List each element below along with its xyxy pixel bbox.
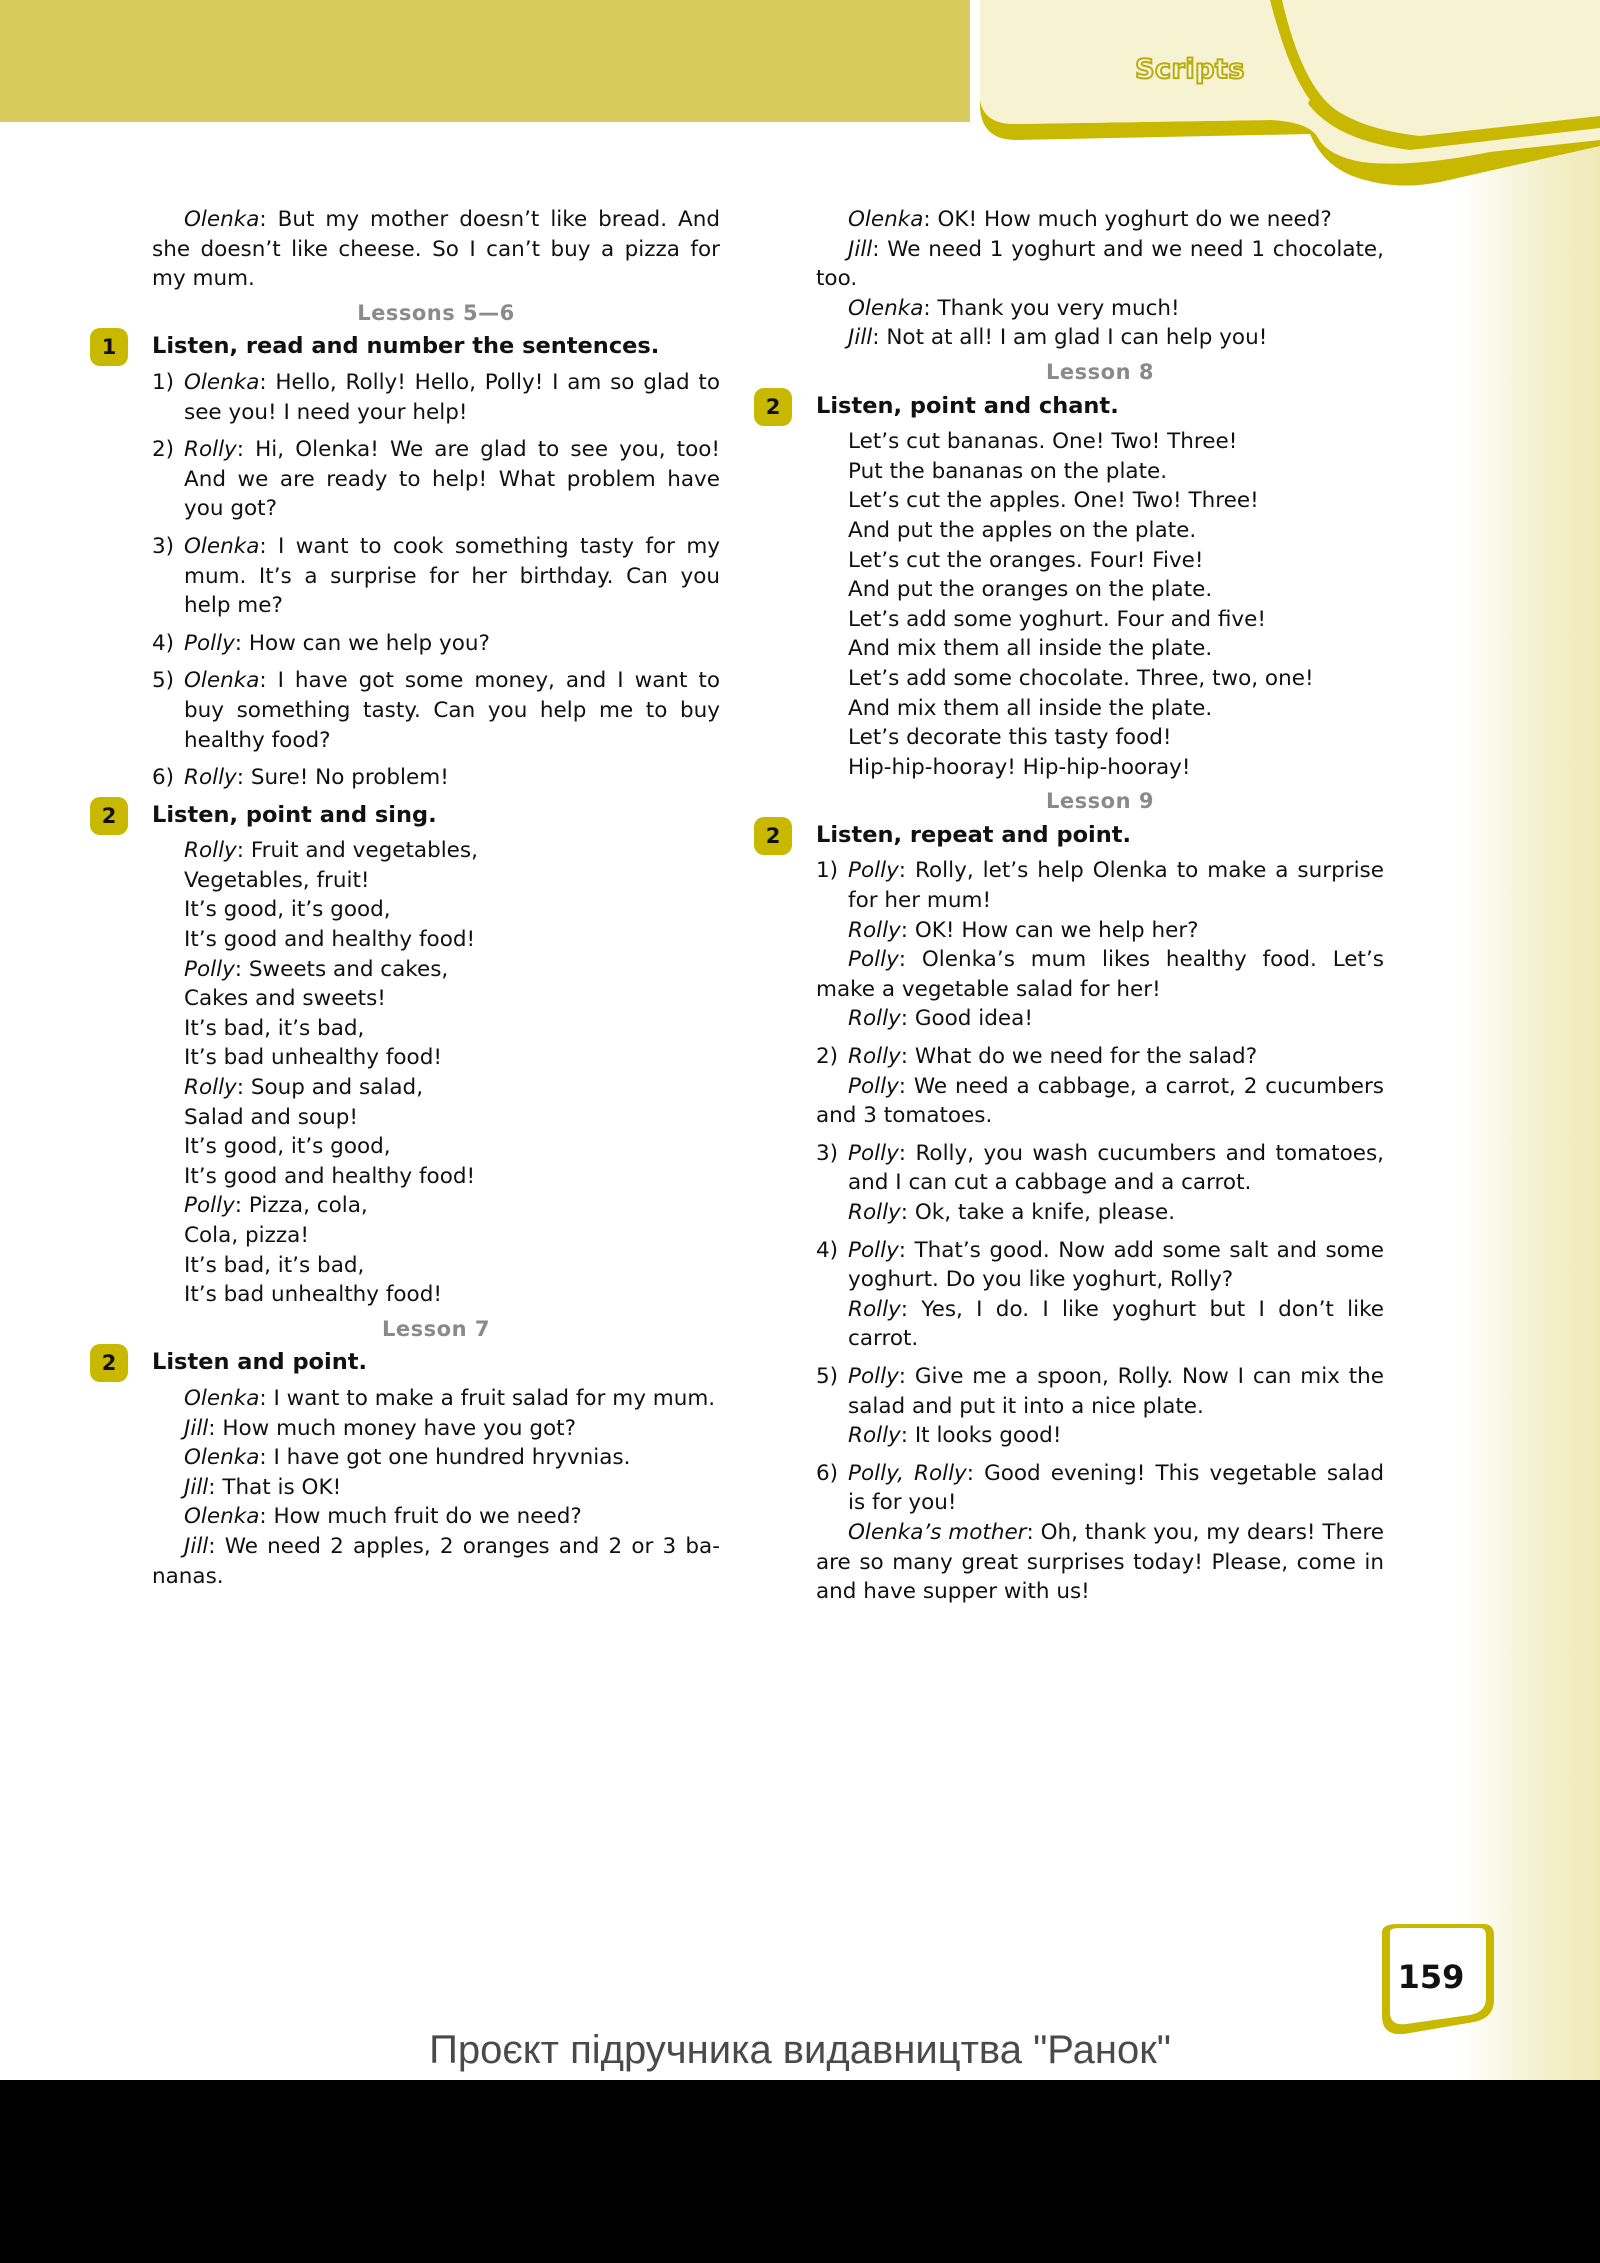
chant-line: Put the bananas on the plate. (848, 458, 1168, 484)
song-line: Rolly: Fruit and vegetables, (184, 838, 478, 864)
task-listen-and-point (101, 1348, 720, 1378)
song-line: Cakes and sweets! (184, 986, 386, 1012)
chant-line: Let’s decorate this tasty food! (848, 725, 1172, 751)
song-line: Polly: Pizza, cola, (184, 1193, 368, 1219)
task-number-badge: 1 (90, 328, 128, 366)
song-lines (152, 836, 720, 1310)
list-item: 2) Rolly: What do we need for the salad? Polly: We need a cabbage, a carrot, 2 cucumbers and 3 tomatoes. (816, 1044, 1384, 1129)
footer-watermark: Проєкт підручника видавництва "Ранок" (429, 2028, 1171, 2072)
list-item: 1) Polly: Rolly, let’s help Olenka to make a surprise for her mum! Rolly: OK! How can we help her? Polly: Olenka’s mum likes healthy food. Let’s make a vegetable salad for her! Rolly: Good idea! (816, 858, 1384, 1032)
task-number-badge: 2 (754, 388, 792, 426)
song-line: It’s bad unhealthy food! (184, 1282, 442, 1308)
dialogue-line: Jill: That is OK! (184, 1474, 342, 1500)
task-title: Listen, point and chant. (816, 392, 1119, 419)
chant-line: And put the oranges on the plate. (848, 577, 1213, 603)
song-line: It’s bad, it’s bad, (184, 1252, 365, 1278)
dialogue-line: Olenka: How much fruit do we need? (184, 1504, 582, 1530)
task-listen-read-number (101, 332, 720, 362)
song-line: Vegetables, fruit! (184, 867, 370, 893)
list-item: 2) Rolly: Hi, Olenka! We are glad to see you, too! And we are ready to help! What problem have you got? (152, 437, 720, 522)
list-item: 6) Rolly: Sure! No problem! (152, 765, 449, 791)
chant-line: Let’s add some chocolate. Three, two, one! (848, 665, 1314, 691)
list-item: 1) Olenka: Hello, Rolly! Hello, Polly! I am so glad to see you! I need your help! (152, 369, 720, 425)
dialogue-line: Olenka: Thank you very much! (848, 295, 1180, 321)
dialogue-line: Jill: We need 1 yoghurt and we need 1 chocolate, too. (816, 236, 1384, 292)
song-line: It’s good, it’s good, (184, 1134, 391, 1160)
dialogue-line: Olenka: I want to make a fruit salad for my mum. (184, 1385, 716, 1411)
intro-paragraph: Olenka: But my mother doesn’t like bread. And she doesn’t like cheese. So I can’t buy a pizza for my mum. (152, 207, 720, 292)
lesson-9-title: Lesson 9 (1046, 789, 1154, 814)
task-listen-point-chant (765, 392, 1384, 422)
chant-lines (816, 427, 1384, 782)
task-listen-repeat-point (765, 821, 1384, 851)
chant-line: And mix them all inside the plate. (848, 695, 1213, 721)
list-item: 3) Olenka: I want to cook something tasty for my mum. It’s a surprise for her birthday. Can you help me? (152, 533, 720, 619)
dialogue-line: Jill: How much money have you got? (184, 1415, 577, 1441)
task-listen-point-sing (101, 801, 720, 831)
chant-line: Let’s add some yoghurt. Four and five! (848, 606, 1266, 632)
task-title: Listen, repeat and point. (816, 821, 1132, 848)
list-item: 4) Polly: That’s good. Now add some salt and some yoghurt. Do you like yoghurt, Rolly? Rolly: Yes, I do. I like yoghurt but I don’t like carrot. (816, 1237, 1384, 1352)
dialogue-line: Olenka: I have got one hundred hryvnias. (184, 1445, 631, 1471)
scripts-tab-label: Scripts (1135, 54, 1245, 85)
task-title: Listen, read and number the sentences. (152, 333, 660, 360)
scripts-tab-shape (970, 0, 1600, 195)
chant-line: Let’s cut the apples. One! Two! Three! (848, 488, 1259, 514)
task-number-badge: 2 (90, 1344, 128, 1382)
dialogue-line: Jill: Not at all! I am glad I can help you! (848, 325, 1268, 351)
song-line: It’s good and healthy food! (184, 1163, 476, 1189)
list-item: 4) Polly: How can we help you? (152, 630, 490, 656)
list-item: 5) Olenka: I have got some money, and I want to buy something tasty. Can you help me to buy healthy food? (152, 668, 720, 753)
chant-line: And put the apples on the plate. (848, 517, 1197, 543)
task-title: Listen, point and sing. (152, 801, 437, 828)
song-line: It’s good and healthy food! (184, 927, 476, 953)
song-line: Salad and soup! (184, 1104, 358, 1130)
list-item: 3) Polly: Rolly, you wash cucumbers and tomatoes, and I can cut a cabbage and a carrot. Rolly: Ok, take a knife, please. (816, 1140, 1384, 1225)
page-edge-strip (1460, 0, 1600, 2080)
left-column (101, 205, 720, 1591)
list-item: 6) Polly, Rolly: Good evening! This vegetable salad is for you! Olenka’s mother: Oh, thank you, my dears! There are so many great surprises today! Please, come in and have supper with us! (816, 1460, 1384, 1605)
bottom-black-band (0, 2080, 1600, 2263)
list-item: 5) Polly: Give me a spoon, Rolly. Now I can mix the salad and put it into a nice plate. Rolly: It looks good! (816, 1363, 1384, 1449)
lessons-5-6-title: Lessons 5—6 (357, 300, 515, 325)
chant-line: Hip-hip-hooray! Hip-hip-hooray! (848, 754, 1191, 780)
task-number-badge: 2 (754, 817, 792, 855)
song-line: It’s bad, it’s bad, (184, 1015, 365, 1041)
chant-line: Let’s cut bananas. One! Two! Three! (848, 429, 1238, 455)
right-column (765, 205, 1384, 1615)
dialogue-line: Jill: We need 2 apples, 2 oranges and 2 or 3 ba-nanas. (152, 1533, 720, 1589)
song-line: It’s bad unhealthy food! (184, 1045, 442, 1071)
task-number-badge: 2 (90, 797, 128, 835)
lesson-7-title: Lesson 7 (382, 1316, 490, 1341)
lesson-8-title: Lesson 8 (1046, 359, 1154, 384)
song-line: It’s good, it’s good, (184, 897, 391, 923)
song-line: Cola, pizza! (184, 1223, 309, 1248)
chant-line: Let’s cut the oranges. Four! Five! (848, 547, 1204, 573)
page-number: 159 (1397, 1958, 1465, 1996)
song-line: Polly: Sweets and cakes, (184, 956, 449, 982)
song-line: Rolly: Soup and salad, (184, 1075, 424, 1101)
dialogue-line: Olenka: OK! How much yoghurt do we need? (848, 207, 1332, 232)
chant-line: And mix them all inside the plate. (848, 636, 1213, 662)
task-title: Listen and point. (152, 1349, 368, 1376)
